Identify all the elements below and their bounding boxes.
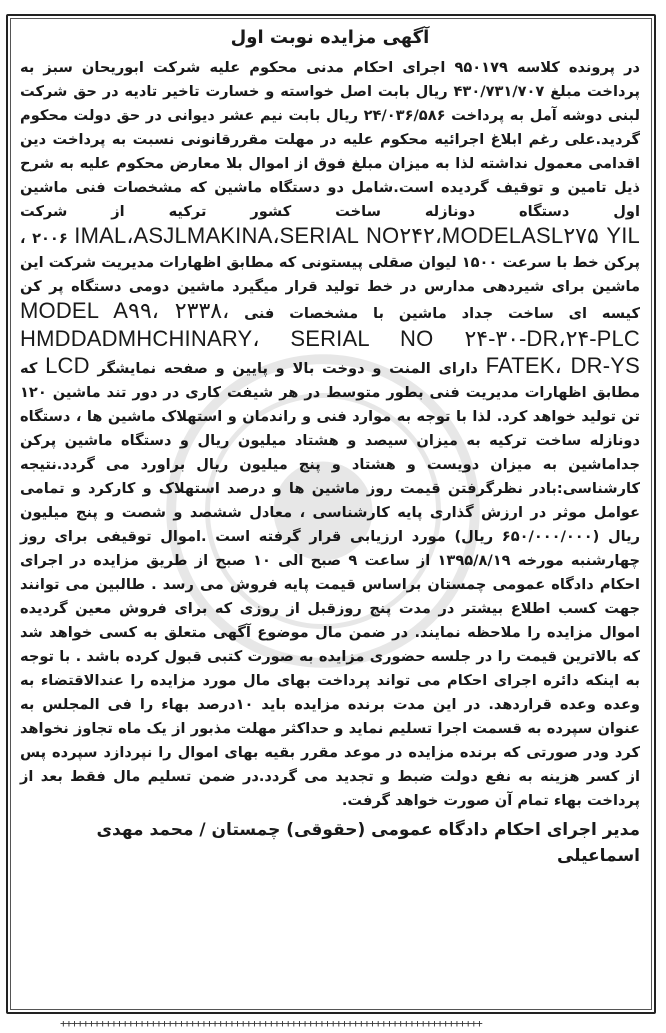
notice-title: آگهی مزایده نوبت اول (230, 27, 430, 48)
signature-block: مدیر اجرای احکام دادگاه عمومی (حقوقی) چمستان / محمد مهدی اسماعیلی (96, 820, 640, 867)
display-type: LCD (45, 352, 90, 378)
machine-one-spec: IMAL،ASJLMAKINA،SERIAL NO۲۴۲،MODELASL۲۷۵ YIL (74, 223, 640, 249)
body-part-c: دارای المنت و دوخت بالا و پایین و صفحه نمایشگر (97, 359, 478, 377)
notice-body (20, 56, 640, 813)
body-part-b: ۲۰۰۶ ، پرکن خط با سرعت ۱۵۰۰ لیوان صقلی پیستونی که مطابق اظهارات مدیریت شرکت این ماشین برای شیردهی مدارس در خط تولید قرار میگیرد ماشین دومی دستگاه پر کن کیسه ای ساخت جداد ماشین با مشخصات فنی (20, 230, 641, 323)
machine-two-spec: MODEL A۹۹، ۲۳۳۸، HMDDADMHCHINARY، SERIAL NO ۲۴-۳۰-DR،۲۴-PLC FATEK، DR-YS (20, 298, 640, 378)
body-part-d: که مطابق اظهارات مدیریت فنی بطور متوسط در هر شیفت کاری در دور تند ماشین ۱۲۰ تن تولید خواهد کرد. لذا با توجه به موارد فنی و راندمان و استهلاک ماشین ها ، دستگاه دونازله ساخت ترکیه به میزان سیصد و هشتاد میلیون ریال و دستگاه ماشین پرکن جداماشین به میزان دویست و هشتاد و پنج میلیون ریال براورد می گردد.نتیجه کارشناسی:بادر نظرگرفتن قیمت روز ماشین ها و درصد استهلاک و کارکرد و تمامی عوامل موثر در ارزش گذاری پایه کارشناسی ، معادل ششصد و شصت و پنج میلیون ریال (۶۵۰/۰۰۰/۰۰۰ ریال) مورد ارزیابی قرار گرفته است .اموال توقیفی برای روز چهارشنبه مورخه ۱۳۹۵/۸/۱۹ از ساعت ۹ صبح الی ۱۰ صبح از طریق مزایده در اجرای احکام دادگاه عمومی چمستان براساس قیمت پایه فروش می رسد . طالبین می توانند جهت کسب اطلاع بیشتر در مدت پنج روزقبل از روزی که برای فروش معین گردیده اموال مزایده را ملاحظه نمایند. در ضمن مال موضوع آگهی متعلق به کسی خواهد شد که بالاترین قیمت را در جلسه حضوری مزایده به صورت کتبی قبول کرده باشد . با توجه به اینکه دائره اجرای احکام می تواند پرداخت بهای مال مورد مزایده را عندالاقتضاء به وعده وعده قراردهد. در این مدت برنده مزایده باید ۱۰درصد بهاء را فی المجلس به عنوان سپرده به قسمت اجرا تسلیم نماید و حداکثر مهلت مذبور از یک ماه تجاوز نخواهد کرد ودر صورتی که برنده مزایده در موعد مقرر بقیه بهای اموال را نپردازد سپرده پس از کسر هزینه به نفع دولت ضبط و تجدید می گردد.در ضمن تسلیم مال فقط بعد از پرداخت بهاء تمام آن صورت خواهد گرفت. (20, 359, 641, 810)
auction-notice (6, 14, 656, 1014)
footer-separator: +++++++++++++++++++++++++++++++++++++++++++++++++++++++++++++++++++++++++++ (60, 1017, 482, 1030)
body-part-a: در پرونده کلاسه ۹۵۰۱۷۹ اجرای احکام مدنی محکوم علیه شرکت ابوریحان سبز به پرداخت مبلغ ۴۳۰/۷۳۱/۷۰۷ ریال بابت اصل خواسته و خسارت تاخیر تادیه در حق شرکت لبنی دوشه آمل به پرداخت ۲۴/۰۳۶/۵۸۶ ریال بابت نیم عشر دیوانی در حق دولت محکوم گردید.علی رغم ابلاغ اجرائیه محکوم علیه در مهلت مقررقانونی نسبت به پرداخت دین اقدامی معمول نداشته لذا به میزان مبلغ فوق از اموال بلا معارض محکوم علیه به شرح ذیل تامین و توقیف گردیده است.شامل دو دستگاه ماشین که مشخصات فنی ماشین اول دستگاه دونازله ساخت کشور ترکیه از شرکت (20, 59, 641, 221)
